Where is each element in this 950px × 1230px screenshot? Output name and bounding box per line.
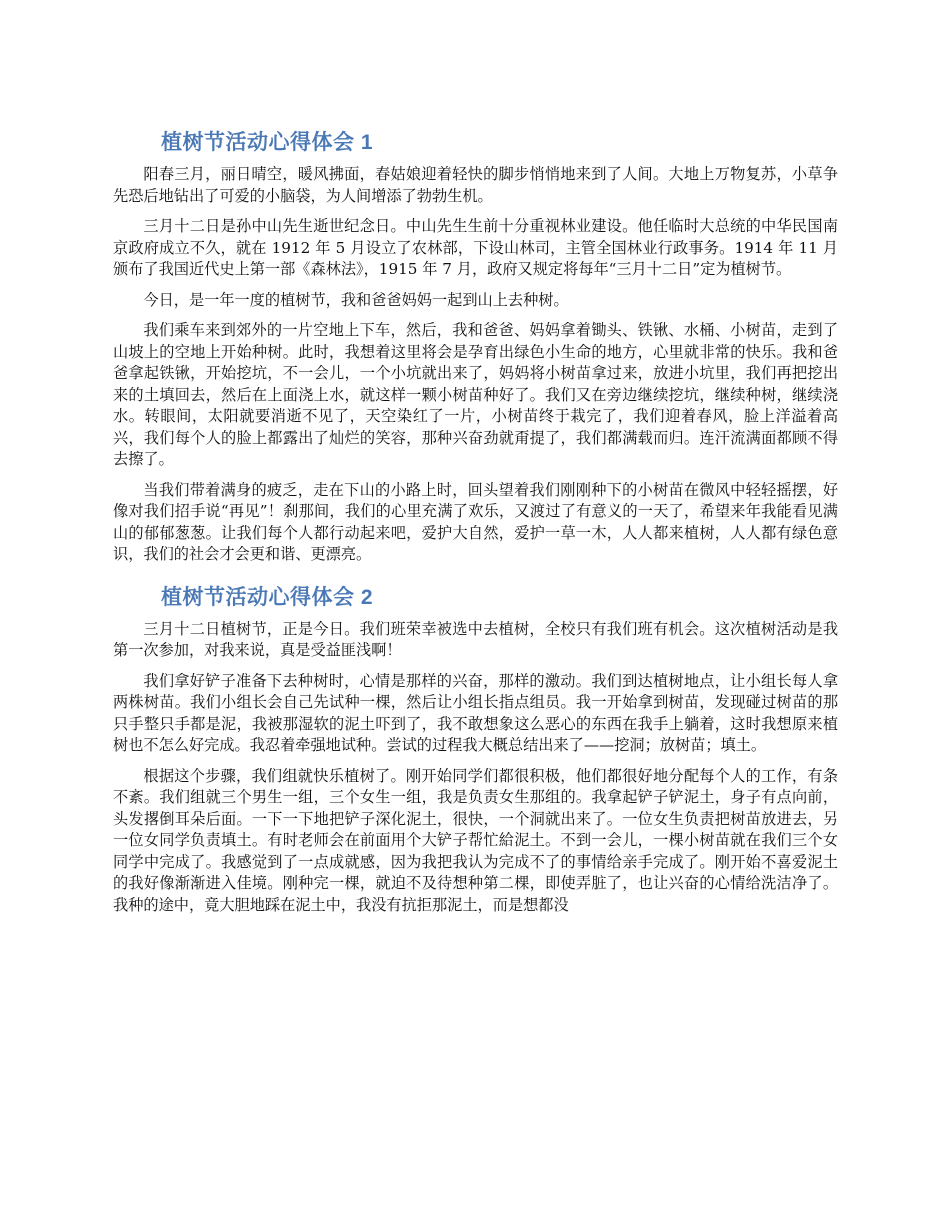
section-divider	[113, 575, 838, 583]
section-1-paragraph-1: 阳春三月，丽日晴空，暖风拂面，春姑娘迎着轻快的脚步悄悄地来到了人间。大地上万物复苏，小草争先恐后地钻出了可爱的小脑袋，为人间增添了勃勃生机。	[113, 165, 838, 205]
document-page	[113, 128, 838, 925]
section-2-paragraph-1: 三月十二日植树节，正是今日。我们班荣幸被选中去植树，全校只有我们班有机会。这次植树活动是我第一次参加，对我来说，真是受益匪浅啊！	[113, 619, 838, 659]
section-1-paragraph-2: 三月十二日是孙中山先生逝世纪念日。中山先生生前十分重视林业建设。他任临时大总统的中华民国南京政府成立不久，就在 1912 年 5 月设立了农林部，下设山林司，主管全国林业行政事务。1914 年 11 月颁布了我国近代史上第一部《森林法》，1915 年 7 月，政府又规定将每年“三月十二日”定为植树节。	[113, 217, 838, 278]
section-2-title: 植树节活动心得体会 2	[161, 585, 374, 609]
section-1-paragraph-5: 当我们带着满身的疲乏，走在下山的小路上时，回头望着我们刚刚种下的小树苗在微风中轻轻摇摆，好像对我们招手说“再见”！刹那间，我们的心里充满了欢乐，又渡过了有意义的一天了，希望来年我能看见满山的郁郁葱葱。让我们每个人都行动起来吧，爱护大自然，爱护一草一木，人人都来植树，人人都有绿色意识，我们的社会才会更和谐、更漂亮。	[113, 480, 838, 563]
section-1-paragraph-3: 今日，是一年一度的植树节，我和爸爸妈妈一起到山上去种树。	[143, 290, 569, 309]
section-1-title: 植树节活动心得体会 1	[161, 131, 374, 154]
section-1-paragraph-4: 我们乘车来到郊外的一片空地上下车，然后，我和爸爸、妈妈拿着锄头、铁锹、水桶、小树苗，走到了山坡上的空地上开始种树。此时，我想着这里将会是孕育出绿色小生命的地方，心里就非常的快乐。我和爸爸拿起铁锹，开始挖坑，不一会儿，一个小坑就出来了，妈妈将小树苗拿过来，放进小坑里，我们再把挖出来的土填回去，然后在上面浇上水，就这样一颗小树苗种好了。我们又在旁边继续挖坑，继续种树，继续浇水。转眼间，太阳就要消逝不见了，天空染红了一片，小树苗终于栽完了，我们迎着春风，脸上洋溢着高兴，我们每个人的脸上都露出了灿烂的笑容，那种兴奋劲就甭提了，我们都满载而归。连汗流满面都顾不得去擦了。	[113, 321, 838, 468]
section-2-paragraph-2: 我们拿好铲子准备下去种树时，心情是那样的兴奋，那样的激动。我们到达植树地点，让小组长每人拿两株树苗。我们小组长会自己先试种一棵，然后让小组长指点组员。我一开始拿到树苗，发现碰过树苗的那只手整只手都是泥，我被那湿软的泥土吓到了，我不敢想象这么恶心的东西在我手上躺着，这时我想原来植树也不怎么好完成。我忍着牵强地试种。尝试的过程我大概总结出来了——挖洞；放树苗；填土。	[113, 671, 838, 754]
section-2-paragraph-3: 根据这个步骤，我们组就快乐植树了。刚开始同学们都很积极，他们都很好地分配每个人的工作，有条不紊。我们组就三个男生一组，三个女生一组，我是负责女生那组的。我拿起铲子铲泥土，身子有点向前，头发撂倒耳朵后面。一下一下地把铲子深化泥土，很快，一个洞就出来了。一位女生负责把树苗放进去，另一位女同学负责填土。有时老师会在前面用个大铲子帮忙給泥土。不到一会儿，一棵小树苗就在我们三个女同学中完成了。我感觉到了一点成就感，因为我把我认为完成不了的事情给亲手完成了。刚开始不喜爱泥土的我好像渐渐进入佳境。刚种完一棵，就迫不及待想种第二棵，即使弄脏了，也让兴奋的心情给洗洁净了。我种的途中，竟大胆地踩在泥土中，我没有抗拒那泥土，而是想都没	[113, 766, 838, 914]
